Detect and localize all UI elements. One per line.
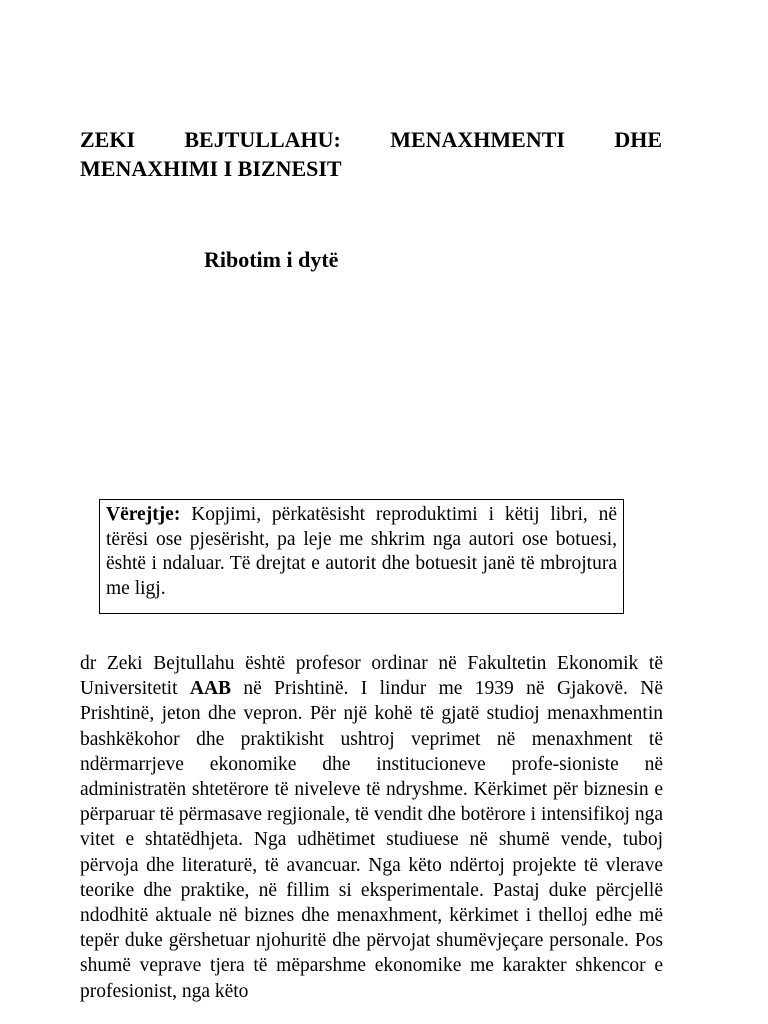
edition-subtitle: Ribotim i dytë (204, 247, 339, 272)
bio-text-part1: dr Zeki Bejtullahu është profesor ordinar në Fakultetin Ekonomik të Universitetit (80, 653, 663, 700)
bio-university-abbrev: AAB (189, 678, 232, 700)
copyright-notice-box (99, 499, 624, 614)
document-title: ZEKI BEJTULLAHU: MENAXHMENTI DHE MENAXHIMI I BIZNESIT (80, 127, 662, 181)
notice-label: Vërejtje: (106, 504, 181, 525)
bio-text-part2: në Prishtinë. I lindur me 1939 në Gjakovë. Në Prishtinë, jeton dhe vepron. Për një kohë të gjatë studioj menaxhmentin bashkëkohor dhe praktikisht ushtroj veprimet në menaxhment të ndërmarrjeve ekonomike dhe institucioneve profe-sioniste në administratën shtetërore të niveleve të ndryshme. Kërkimet për biznesin e përparuar të përmasave regjionale, të vendit dhe botërore i intensifikoj nga vitet e shtatëdhjeta. Nga udhëtimet studiuese në shumë vende, tuboj përvoja dhe literaturë, të avancuar. Nga këto ndërtoj projekte të vlerave teorike dhe praktike, në fillim si eksperimentale. Pastaj duke përcjellë ndodhitë aktuale në biznes dhe menaxhment, kërkimet i thelloj edhe më tepër duke gërshetuar njohuritë dhe përvojat shumëvjeçare personale. Pos shumë veprave tjera të mëparshme ekonomike me karakter shkencor e profesionist, nga këto (80, 678, 663, 1002)
author-biography (80, 651, 663, 1004)
notice-text: Kopjimi, përkatësisht reproduktimi i këtij libri, në tërësi ose pjesërisht, pa leje me shkrim nga autori ose botuesi, është i ndaluar. Të drejtat e autorit dhe botuesit janë të mbrojtura me ligj. (106, 504, 618, 599)
